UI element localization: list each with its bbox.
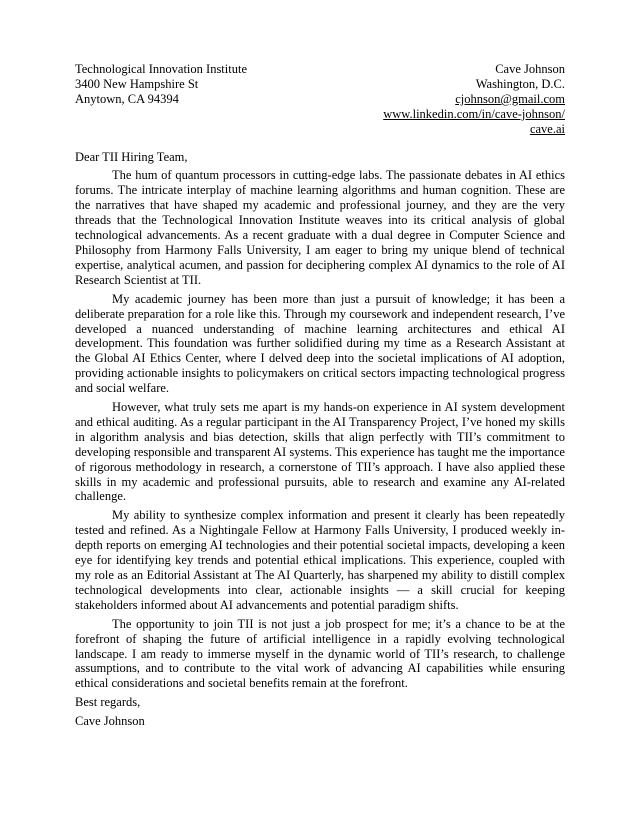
salutation: Dear TII Hiring Team, <box>75 149 188 164</box>
sender-website-link[interactable]: cave.ai <box>529 121 565 136</box>
sender-location: Washington, D.C. <box>475 76 565 91</box>
recipient-name: Technological Innovation Institute <box>75 62 247 76</box>
recipient-address <box>75 62 247 107</box>
valediction: Best regards, <box>75 695 141 710</box>
body-paragraph-1: The hum of quantum processors in cutting-edge labs. The passionate debates in AI ethics forums. The intricate interplay of machine learning algorithms and human cognition. These are the narratives that have shaped my academic and professional journey, and they are the very threads that the Technological Innovation Institute weaves into its critical analysis of global technological advancements. As a recent graduate with a dual degree in Computer Science and Philosophy from Harmony Falls University, I am eager to bring my unique blend of technical expertise, analytical acumen, and passion for deciphering complex AI dynamics to the role of AI Research Scientist at TII. <box>75 168 565 287</box>
sender-email-link[interactable]: cjohnson@gmail.com <box>455 91 565 106</box>
body-paragraph-2: My academic journey has been more than just a pursuit of knowledge; it has been a deliberate preparation for a role like this. Through my coursework and independent research, I’ve developed a nuanced understanding of machine learning architectures and ethical AI development. This foundation was further solidified during my time as a Research Assistant at the Global AI Ethics Center, where I delved deep into the societal implications of AI adoption, providing actionable insights to policymakers on critical sectors impacting technological progress and social welfare. <box>75 291 565 396</box>
body-paragraph-3: However, what truly sets me apart is my hands-on experience in AI system development and ethical auditing. As a regular participant in the AI Transparency Project, I’ve honed my skills in algorithm analysis and bias detection, skills that align perfectly with TII’s commitment to developing responsible and transparent AI systems. This experience has taught me the importance of rigorous methodology in research, a cornerstone of TII’s approach. I have also applied these skills in my academic and professional pursuits, able to research and examine any AI-related challenge. <box>75 400 565 504</box>
recipient-city: Anytown, CA 94394 <box>75 91 179 106</box>
sender-name: Cave Johnson <box>495 62 565 76</box>
signature-name: Cave Johnson <box>75 714 145 729</box>
letter-header <box>75 62 565 137</box>
sender-info <box>383 62 565 137</box>
sender-linkedin-link[interactable]: www.linkedin.com/in/cave-johnson/ <box>383 106 565 121</box>
body-paragraph-5: The opportunity to join TII is not just a job prospect for me; it’s a chance to be at the forefront of shaping the future of artificial intelligence in a rapidly evolving technological landscape. I am ready to immerse myself in the dynamic world of TII’s research, to challenge assumptions, and to contribute to the vital work of advancing AI capabilities while ensuring ethical considerations and societal benefits remain at the forefront. <box>75 616 565 691</box>
recipient-street: 3400 New Hampshire St <box>75 76 199 91</box>
body-paragraph-4: My ability to synthesize complex information and present it clearly has been repeatedly tested and refined. As a Nightingale Fellow at Harmony Falls University, I produced weekly in-depth reports on emerging AI technologies and their potential societal impacts, developing a keen eye for identifying key trends and potential ethical implications. This experience, coupled with my role as an Editorial Assistant at The AI Quarterly, has sharpened my ability to distill complex technological developments into clear, actionable insights — a skill crucial for keeping stakeholders informed about AI advancements and potential paradigm shifts. <box>75 508 565 612</box>
